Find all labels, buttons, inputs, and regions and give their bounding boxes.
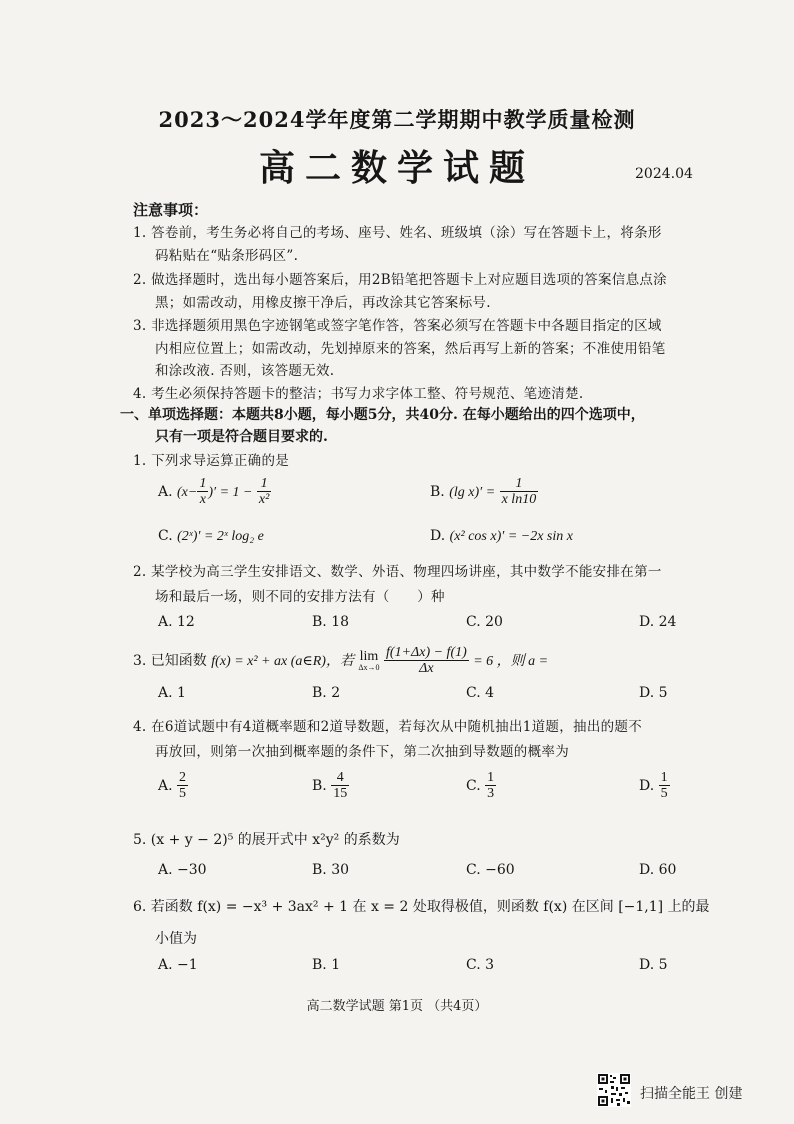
notice-line: 和涂改液. 否则，该答题无效.	[155, 363, 335, 379]
question-2-stem: 2. 某学校为高三学生安排语文、数学、外语、物理四场讲座，其中数学不能安排在第一	[133, 564, 662, 580]
option-label: C.	[158, 528, 173, 544]
fraction	[659, 770, 670, 802]
q1-option-a	[158, 476, 271, 508]
frac-num: 2	[179, 770, 187, 785]
frac-num: 1	[500, 476, 539, 492]
q4-option-d	[639, 770, 670, 802]
q4-option-b	[312, 770, 349, 802]
question-4-stem: 4. 在6道试题中有4道概率题和2道导数题，若每次从中随机抽出1道题，抽出的题不	[133, 719, 643, 735]
q3-option-a: A. 1	[158, 685, 186, 701]
notice-heading: 注意事项：	[133, 201, 209, 219]
section-heading: 一、单项选择题：本题共8小题，每小题5分，共40分. 在每小题给出的四个选项中，	[120, 407, 645, 423]
q6-option-c: C. 3	[466, 957, 495, 973]
section-heading-cont: 只有一项是符合题目要求的.	[155, 429, 328, 445]
fraction	[257, 476, 271, 508]
question-6-stem-cont: 小值为	[155, 931, 197, 947]
frac-den: 5	[179, 786, 187, 802]
math-expr: f(x) = x² + ax (a∈R)，若	[211, 653, 354, 669]
page-footer: 高二数学试题 第1页 （共4页）	[306, 999, 488, 1014]
q2-option-d: D. 24	[639, 614, 677, 630]
frac-den: 3	[487, 786, 495, 802]
q2-option-a: A. 12	[158, 614, 195, 630]
q5-option-d: D. 60	[639, 862, 677, 878]
math-expr: (x−	[177, 484, 198, 500]
notice-line: 3. 非选择题须用黑色字迹钢笔或签字笔作答，答案必须写在答题卡中各题目指定的区域	[133, 318, 662, 334]
q2-option-b: B. 18	[312, 614, 350, 630]
q4-option-a	[158, 770, 188, 802]
notice-line: 内相应位置上；如需改动，先划掉原来的答案，然后再写上新的答案；不准使用铅笔	[155, 341, 666, 357]
question-2-stem-cont: 场和最后一场，则不同的安排方法有（ ）种	[155, 589, 445, 605]
fraction	[500, 476, 539, 508]
frac-num: 1	[199, 476, 207, 491]
notice-line: 4. 考生必须保持答题卡的整洁；书写力求字体工整、符号规范、笔迹清楚.	[133, 386, 584, 402]
q6-option-b: B. 1	[312, 957, 341, 973]
frac-num: 1	[660, 770, 668, 785]
fraction	[384, 645, 469, 677]
question-4-stem-cont: 再放回，则第一次抽到概率题的条件下，第二次抽到导数题的概率为	[155, 744, 569, 760]
frac-den: x ln10	[501, 492, 537, 508]
fraction	[177, 770, 188, 802]
fraction	[197, 476, 208, 508]
q4-option-c	[466, 770, 496, 802]
math-expr: (lg x)′ =	[449, 484, 496, 500]
question-5-stem: 5. (x + y − 2)⁵ 的展开式中 x²y² 的系数为	[133, 832, 400, 848]
q5-option-b: B. 30	[312, 862, 350, 878]
notice-line: 黑；如需改动，用橡皮擦干净后，再改涂其它答案标号.	[155, 295, 491, 311]
math-expr: )′ = 1 −	[208, 484, 253, 500]
exam-date: 2024.04	[635, 166, 693, 182]
math-expr: (2ˣ)′ = 2ˣ log₂ e	[177, 529, 264, 544]
frac-num: 4	[331, 770, 349, 786]
frac-num: 1	[257, 476, 271, 492]
q2-option-c: C. 20	[466, 614, 503, 630]
option-label: C.	[466, 777, 481, 794]
q6-option-a: A. −1	[158, 957, 198, 973]
exam-title: 2023～2024学年度第二学期期中教学质量检测	[158, 107, 636, 132]
notice-line: 1. 答卷前，考生务必将自己的考场、座号、姓名、班级填（涂）写在答题卡上，将条形	[133, 225, 662, 241]
fraction	[485, 770, 496, 802]
subject-title: 高二数学试题	[258, 147, 535, 189]
question-3-stem	[133, 645, 548, 677]
frac-den: Δx	[419, 661, 434, 677]
q5-option-c: C. −60	[466, 862, 515, 878]
frac-num: f(1+Δx) − f(1)	[386, 645, 467, 660]
option-label: A.	[158, 483, 173, 500]
limit-sub: Δx→0	[358, 662, 380, 672]
option-label: D.	[639, 777, 655, 794]
q6-option-d: D. 5	[639, 957, 668, 973]
math-expr: (x² cos x)′ = −2x sin x	[449, 529, 573, 544]
q3-option-d: D. 5	[639, 685, 668, 701]
question-6-stem: 6. 若函数 f(x) = −x³ + 3ax² + 1 在 x = 2 处取得极值，则函数 f(x) 在区间 [−1,1] 上的最	[133, 899, 710, 915]
q1-option-b	[430, 476, 538, 508]
frac-den: 15	[333, 786, 348, 802]
scanner-watermark: 扫描全能王 创建	[640, 1086, 743, 1102]
fraction	[331, 770, 349, 802]
limit	[358, 650, 379, 672]
option-label: D.	[430, 528, 446, 544]
question-1-stem: 1. 下列求导运算正确的是	[133, 453, 290, 469]
stem-text: 3. 已知函数	[133, 652, 207, 669]
q1-option-d	[430, 528, 573, 545]
notice-line: 码粘贴在“贴条形码区”.	[155, 248, 299, 264]
frac-den: x²	[258, 492, 270, 508]
notice-line: 2. 做选择题时，选出每小题答案后，用2B铅笔把答题卡上对应题目选项的答案信息点涂	[133, 272, 667, 288]
q3-option-b: B. 2	[312, 685, 341, 701]
frac-den: x	[199, 492, 206, 508]
option-label: A.	[158, 777, 173, 794]
q1-option-c	[158, 528, 264, 545]
limit-word: lim	[359, 648, 379, 664]
option-label: B.	[430, 483, 445, 500]
frac-num: 1	[487, 770, 495, 785]
math-expr: = 6 ，则 a =	[473, 653, 549, 669]
qr-code-icon	[597, 1073, 631, 1107]
q5-option-a: A. −30	[158, 862, 207, 878]
frac-den: 5	[660, 786, 668, 802]
option-label: B.	[312, 777, 327, 794]
q3-option-c: C. 4	[466, 685, 495, 701]
